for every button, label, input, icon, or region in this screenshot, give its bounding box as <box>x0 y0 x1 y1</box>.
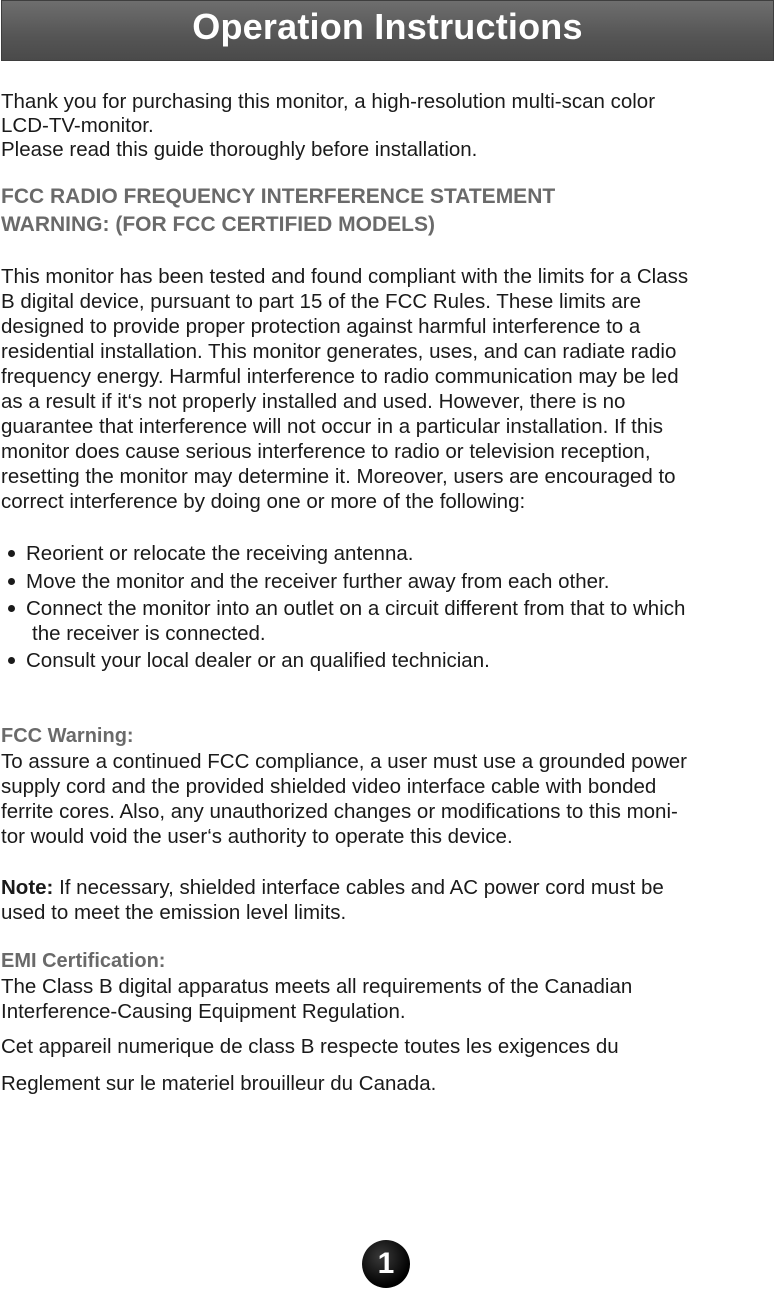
list-item <box>8 541 773 566</box>
body-line: guarantee that interference will not occur in a particular installation. If this <box>1 415 664 438</box>
body-line: correct interference by doing one or more of the following: <box>1 490 526 513</box>
page-title: Operation Instructions <box>192 5 583 47</box>
emi-french-line: Cet appareil numerique de class B respecte toutes les exigences du <box>1 1035 619 1058</box>
body-line: as a result if it‘s not properly installed and used. However, there is no <box>1 390 626 413</box>
bullet-icon <box>8 605 15 612</box>
body-line: residential installation. This monitor generates, uses, and can radiate radio <box>1 340 677 363</box>
body-line: resetting the monitor may determine it. Moreover, users are encouraged to <box>1 465 676 488</box>
note-paragraph <box>1 875 773 925</box>
header-bar <box>1 0 774 61</box>
intro-line: Please read this guide thoroughly before installation. <box>1 138 478 161</box>
body-line: Interference-Causing Equipment Regulation. <box>1 1000 406 1023</box>
bullet-icon <box>8 578 15 585</box>
body-line: monitor does cause serious interference to radio or television reception, <box>1 440 651 463</box>
note-line: used to meet the emission level limits. <box>1 901 347 924</box>
body-line: To assure a continued FCC compliance, a user must use a grounded power <box>1 750 687 773</box>
fcc-statement-body <box>1 264 773 514</box>
fcc-heading-line: WARNING: (FOR FCC CERTIFIED MODELS) <box>1 213 435 236</box>
list-item <box>8 569 773 594</box>
body-line: designed to provide proper protection against harmful interference to a <box>1 315 641 338</box>
body-line: tor would void the user‘s authority to operate this device. <box>1 825 513 848</box>
body-line: frequency energy. Harmful interference to radio communication may be led <box>1 365 679 388</box>
fcc-warning-body <box>1 749 773 849</box>
bullet-icon <box>8 657 15 664</box>
note-text: If necessary, shielded interface cables and AC power cord must be <box>53 876 664 899</box>
fcc-statement-heading <box>1 183 773 239</box>
page-number: 1 <box>377 1247 395 1280</box>
list-item <box>8 596 773 646</box>
fcc-warning-heading: FCC Warning: <box>1 725 134 747</box>
body-line: The Class B digital apparatus meets all requirements of the Canadian <box>1 975 633 998</box>
intro-line: Thank you for purchasing this monitor, a high-resolution multi-scan color <box>1 90 656 113</box>
bullet-icon <box>8 550 15 557</box>
body-line: B digital device, pursuant to part 15 of the FCC Rules. These limits are <box>1 290 641 313</box>
interference-remedies-list <box>8 541 773 673</box>
emi-heading: EMI Certification: <box>1 950 166 972</box>
emi-body <box>1 974 773 1024</box>
list-item-text: Move the monitor and the receiver further away from each other. <box>26 570 610 593</box>
list-item <box>8 648 773 673</box>
list-item-text: Consult your local dealer or an qualified technician. <box>26 649 490 672</box>
body-line: This monitor has been tested and found compliant with the limits for a Class <box>1 265 689 288</box>
list-item-text: the receiver is connected. <box>32 622 266 645</box>
intro-paragraph <box>1 89 773 162</box>
page-number-badge <box>362 1240 410 1288</box>
body-line: supply cord and the provided shielded video interface cable with bonded <box>1 775 657 798</box>
intro-line: LCD-TV-monitor. <box>1 114 154 137</box>
note-label: Note: <box>1 876 54 899</box>
body-line: ferrite cores. Also, any unauthorized changes or modifications to this moni- <box>1 800 678 823</box>
note-line <box>1 875 773 900</box>
emi-french-line: Reglement sur le materiel brouilleur du Canada. <box>1 1072 437 1095</box>
fcc-heading-line: FCC RADIO FREQUENCY INTERFERENCE STATEMENT <box>1 185 556 208</box>
list-item-text: Connect the monitor into an outlet on a circuit different from that to which <box>26 597 686 620</box>
list-item-text: Reorient or relocate the receiving antenna. <box>26 542 414 565</box>
